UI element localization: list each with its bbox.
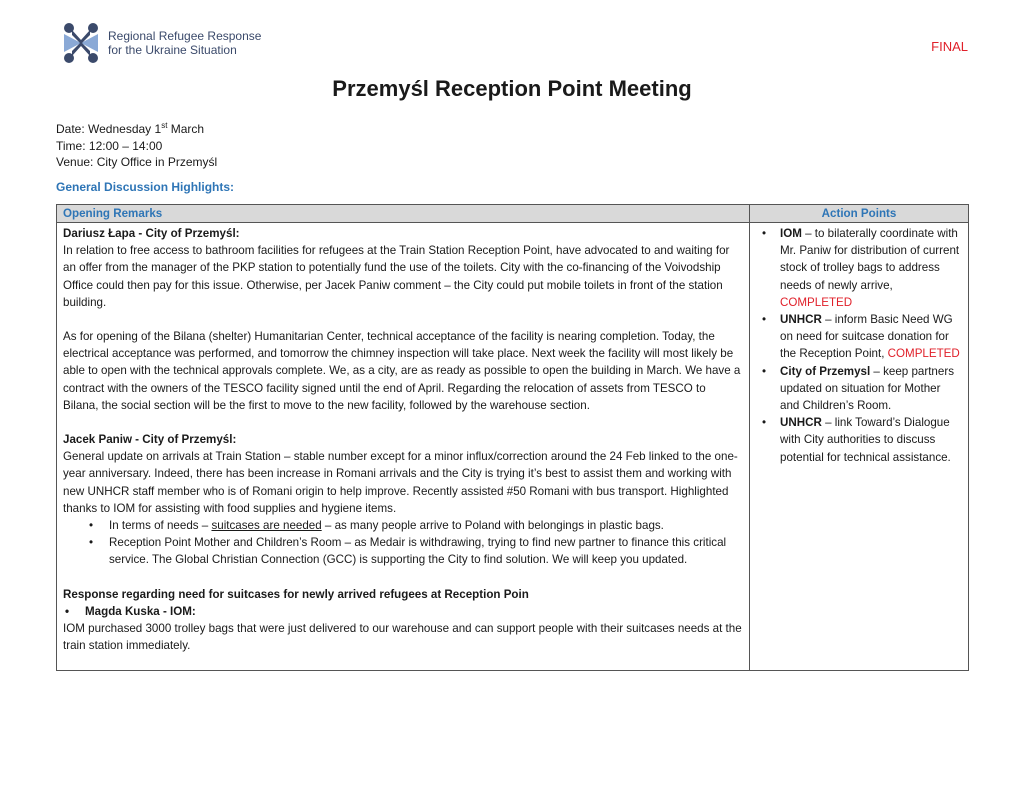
- ukraine-response-logo-icon: [58, 20, 104, 66]
- remarks-paragraph: IOM purchased 3000 trolley bags that were just delivered to our warehouse and can support people with their suitcases needs at the train station immediately.: [63, 622, 742, 653]
- action-text: – keep partners updated on situation for Mother and Children’s Room.: [780, 364, 954, 413]
- action-point: [780, 225, 962, 311]
- action-text: – inform Basic Need WG on need for suitcase donation for the Reception Point,: [780, 313, 953, 361]
- action-actor: UNHCR: [780, 416, 822, 430]
- logo-text: [108, 29, 261, 57]
- remarks-paragraph: In relation to free access to bathroom facilities for refugees at the Train Station Reception Point, have advocated to and waiting for an offer from the manager of the PKP station to potentially fund the use of the toilets. City with the co-financing of the Voivodship Office could then pay for this issue. Otherwise, per Jacek Paniw comment – the City could put mobile toilets in front of the station building.: [63, 244, 730, 309]
- needs-list: [63, 517, 743, 569]
- response-heading: Response regarding need for suitcases for newly arrived refugees at Reception Poin: [63, 587, 529, 601]
- logo-line-2: for the Ukraine Situation: [108, 43, 237, 57]
- meeting-time: Time: 12:00 – 14:00: [56, 138, 163, 153]
- logo-line-1: Regional Refugee Response: [108, 29, 262, 43]
- opening-remarks-cell: [57, 223, 750, 671]
- list-item: [109, 517, 743, 534]
- section-heading: General Discussion Highlights:: [56, 180, 235, 194]
- bullet-underlined-text: suitcases are needed: [211, 519, 322, 533]
- action-status: COMPLETED: [780, 295, 853, 309]
- action-actor: City of Przemysl: [780, 364, 871, 378]
- document-status: FINAL: [931, 39, 968, 54]
- speaker-magda: • Magda Kuska - IOM:: [63, 603, 743, 620]
- meeting-meta: [56, 118, 217, 171]
- date-sup: st: [161, 121, 168, 130]
- spacer: [63, 414, 743, 431]
- action-points-cell: [750, 223, 969, 671]
- table-header-row: [57, 205, 969, 223]
- remarks-paragraph: As for opening of the Bilana (shelter) Humanitarian Center, technical acceptance of the facility is nearing completion. Today, the electrical acceptance was performed, and tomorrow the chimney inspection will take place. Next week the facility will most likely be able to open with the technical approvals complete. We, as a city, are as ready as possible to open the building in March. We have a contract with the owners of the TESCO facility signed until the end of April. Regarding the relocation of assets from TESCO to Bilana, the social section will be the first to move to the new facility, followed by the warehouse section.: [63, 330, 741, 412]
- column-header-action-points: Action Points: [750, 205, 969, 223]
- action-point: [780, 363, 962, 415]
- action-actor: UNHCR: [780, 313, 822, 327]
- spacer: [63, 569, 743, 586]
- action-point: [780, 414, 962, 466]
- page-title: Przemyśl Reception Point Meeting: [332, 76, 692, 101]
- action-actor: IOM: [780, 227, 802, 240]
- date-suffix: March: [167, 122, 205, 136]
- speaker-jacek: Jacek Paniw - City of Przemyśl:: [63, 433, 237, 447]
- discussion-table: [56, 204, 969, 671]
- date-prefix: Date: Wednesday 1: [56, 122, 162, 136]
- speaker-dariusz: Dariusz Łapa - City of Przemyśl:: [63, 227, 240, 240]
- action-points-list: [756, 225, 962, 466]
- action-text: – to bilaterally coordinate with Mr. Paniw for distribution of current stock of trolley bags to address needs of newly arrive,: [780, 227, 960, 292]
- remarks-paragraph: General update on arrivals at Train Station – stable number except for a minor influx/correction around the 24 Feb linked to the one-year anniversary. Indeed, there has been increase in Romani arrivals and the City is trying it’s best to assist them and working with new UNHCR staff member who is of Romani origin to help improve. Recently assisted #50 Romani with bus transport. Highlighted thanks to IOM for assisting with food supplies and hygiene items.: [63, 450, 738, 515]
- meeting-venue: Venue: City Office in Przemyśl: [56, 155, 218, 169]
- action-text: – link Toward’s Dialogue with City authorities to discuss potential for technical assistance.: [780, 416, 951, 464]
- table-row: [57, 223, 969, 671]
- list-item: • Reception Point Mother and Children’s Room – as Medair is withdrawing, trying to find new partner to finance this critical service. The Global Christian Connection (GCC) is supporting the City to find solution. We will keep you updated.: [109, 534, 743, 568]
- action-point: [780, 311, 962, 363]
- bullet-text: – as many people arrive to Poland with belongings in plastic bags.: [321, 519, 664, 533]
- meeting-date: [56, 118, 217, 138]
- action-status: COMPLETED: [887, 347, 960, 361]
- bullet-text: In terms of needs –: [109, 519, 212, 533]
- rrr-logo: [58, 20, 261, 66]
- spacer: [63, 311, 743, 328]
- column-header-opening-remarks: Opening Remarks: [57, 205, 750, 223]
